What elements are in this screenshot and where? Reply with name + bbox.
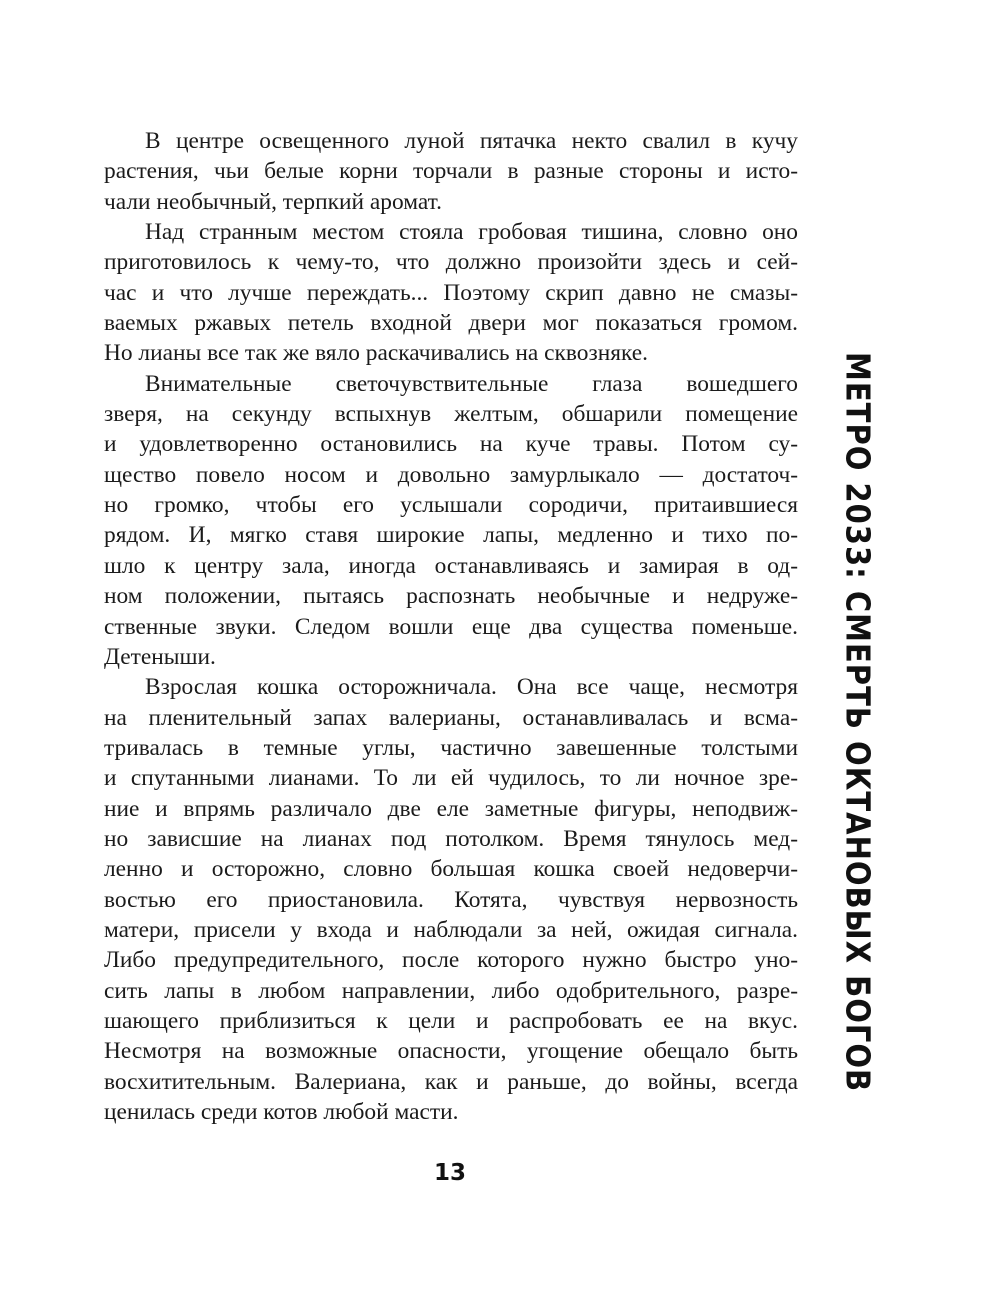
page-number: 13 [433, 1160, 466, 1186]
text-line: ном положении, пытаясь распознать необычные и недруже- [104, 583, 798, 610]
text-line: Либо предупредительного, после которого нужно быстро уно- [104, 947, 798, 974]
text-line: растения, чьи белые корни торчали в разные стороны и исто- [104, 158, 798, 185]
text-line: ваемых ржавых петель входной двери мог показаться громом. [104, 310, 798, 337]
text-line: ленно и осторожно, словно большая кошка своей недоверчи- [104, 856, 798, 883]
running-head-title: МЕТРО 2033: СМЕРТЬ ОКТАНОВЫХ БОГОВ [838, 352, 878, 1093]
text-line: В центре освещенного луной пятачка некто свалил в кучу [145, 128, 798, 154]
text-line: матери, присели у входа и наблюдали за ней, ожидая сигнала. [104, 916, 798, 943]
text-line: Детеныши. [104, 643, 216, 670]
text-line: на пленительный запах валерианы, останавливалась и всма- [104, 704, 798, 731]
text-line: ние и впрямь различало две еле заметные фигуры, неподвиж- [104, 795, 798, 822]
body-text [104, 126, 798, 1127]
text-line: Над странным местом стояла гробовая тишина, словно оно [145, 219, 798, 246]
text-line: шающего приблизиться к цели и распробовать ее на вкус. [104, 1007, 798, 1034]
text-line: восхитительным. Валериана, как и раньше, до войны, всегда [104, 1068, 798, 1095]
text-line: чали необычный, терпкий аромат. [104, 188, 442, 215]
text-line: Взрослая кошка осторожничала. Она все чаще, несмотря [145, 674, 798, 701]
text-line: Несмотря на возможные опасности, угощение обещало быть [104, 1038, 798, 1065]
text-line: ственные звуки. Следом вошли еще два существа поменьше. [104, 613, 798, 640]
text-line: приготовилось к чему-то, что должно произойти здесь и сей- [104, 249, 798, 276]
text-line: и удовлетворенно остановились на куче травы. Потом су- [104, 431, 798, 458]
text-line: тривалась в темные углы, частично завешенные толстыми [104, 734, 798, 761]
text-line: Но лианы все так же вяло раскачивались на сквозняке. [104, 340, 648, 367]
text-line: Внимательные светочувствительные глаза вошедшего [145, 370, 798, 397]
text-line: ценилась среди котов любой масти. [104, 1099, 459, 1125]
text-line: щество повело носом и довольно замурлыкало — достаточ- [104, 461, 798, 488]
text-line: час и что лучше переждать... Поэтому скрип давно не смазы- [104, 279, 798, 306]
text-line: рядом. И, мягко ставя широкие лапы, медленно и тихо по- [104, 522, 798, 549]
text-line: зверя, на секунду вспыхнув желтым, обшарили помещение [104, 401, 798, 428]
running-head [838, 352, 878, 1093]
text-line: но зависшие на лианах под потолком. Время тянулось мед- [104, 825, 798, 852]
text-line: сить лапы в любом направлении, либо одобрительного, разре- [104, 977, 798, 1004]
text-line: шло к центру зала, иногда останавливаясь и замирая в од- [104, 552, 798, 579]
text-line: востью его приостановила. Котята, чувствуя нервозность [104, 886, 798, 913]
text-line: но громко, чтобы его услышали сородичи, притаившиеся [104, 492, 798, 519]
text-line: и спутанными лианами. То ли ей чудилось, то ли ночное зре- [104, 765, 798, 792]
